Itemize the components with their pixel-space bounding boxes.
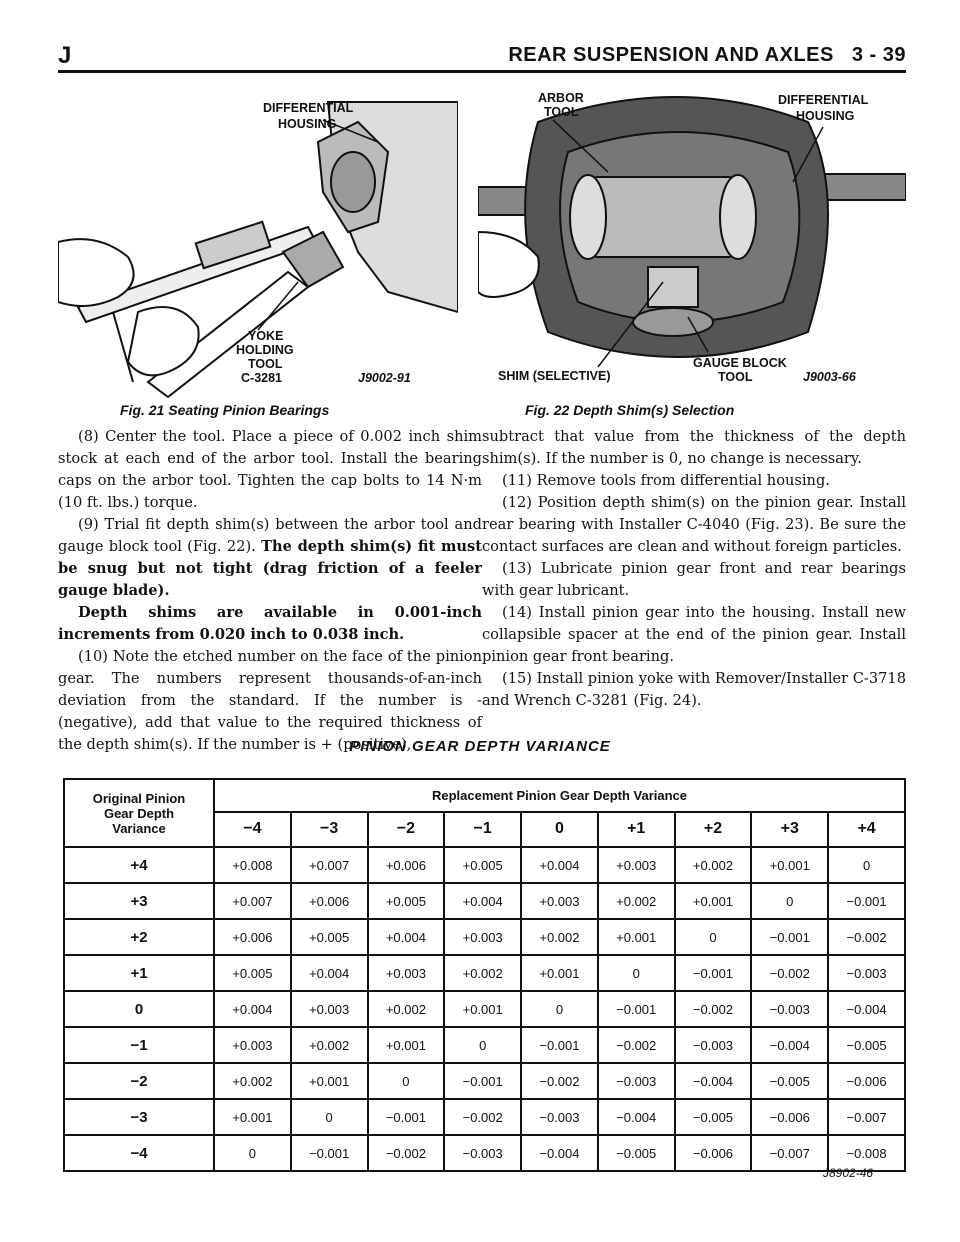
page-number: 3 - 39: [851, 44, 906, 66]
table-cell: 0: [214, 1135, 291, 1171]
row-header: −1: [64, 1027, 214, 1063]
table-cell: 0: [675, 919, 752, 955]
table-row: [64, 919, 905, 955]
label-differential: DIFFERENTIAL: [263, 101, 354, 115]
table-row: [64, 883, 905, 919]
table-cell: −0.005: [598, 1135, 675, 1171]
step-12: (12) Position depth shim(s) on the pinion gear. Install rear bearing with Installer C-4040 (Fig. 23). Be sure the contact surfaces are clean and without foreign particles.: [482, 494, 906, 555]
step-14: (14) Install pinion gear into the housing. Install new collapsible spacer at the end of the pinion gear. Install pinion gear front bearing.: [482, 604, 906, 665]
header-chapter: REAR SUSPENSION AND AXLES: [508, 44, 834, 66]
column-header: +2: [675, 812, 752, 847]
shim-availability-note: [58, 602, 482, 646]
table-cell: +0.008: [214, 847, 291, 883]
label-shim-selective: SHIM (SELECTIVE): [498, 369, 611, 383]
figure-code-2: J9003-66: [803, 370, 856, 384]
corner-line-2: Gear Depth: [103, 805, 175, 821]
table-cell: 0: [828, 847, 905, 883]
figure-code: J9002-91: [358, 371, 411, 385]
table-cell: 0: [751, 883, 828, 919]
left-column: [58, 426, 482, 756]
table-cell: −0.001: [675, 955, 752, 991]
table-body: [64, 779, 905, 1171]
corner-line-1: Original Pinion: [92, 790, 186, 806]
table-row: [64, 1135, 905, 1171]
table-row: [64, 1027, 905, 1063]
column-header: −3: [291, 812, 368, 847]
table-cell: +0.004: [291, 955, 368, 991]
step-13: (13) Lubricate pinion gear front and rear bearings with gear lubricant.: [482, 560, 906, 599]
table-cell: +0.001: [675, 883, 752, 919]
table-cell: +0.006: [214, 919, 291, 955]
table-cell: 0: [368, 1063, 445, 1099]
depth-shim-illustration: [478, 82, 906, 402]
seating-pinion-illustration: [58, 82, 458, 402]
table-cell: +0.001: [214, 1099, 291, 1135]
table-cell: −0.001: [598, 991, 675, 1027]
table-title: PINION GEAR DEPTH VARIANCE: [349, 738, 611, 755]
table-row: [64, 991, 905, 1027]
table-cell: +0.007: [291, 847, 368, 883]
label-c3281: C-3281: [241, 371, 282, 385]
shim-availability-text: Depth shims are available in 0.001-inch increments from 0.020 inch to 0.038 inch.: [58, 604, 482, 643]
table-cell: +0.004: [521, 847, 598, 883]
table-cell: −0.002: [368, 1135, 445, 1171]
column-header: −4: [214, 812, 291, 847]
table-cell: +0.003: [368, 955, 445, 991]
table-cell: +0.007: [214, 883, 291, 919]
label-arbor: ARBOR: [538, 91, 584, 105]
table-cell: −0.004: [675, 1063, 752, 1099]
table-cell: 0: [444, 1027, 521, 1063]
table-cell: −0.002: [521, 1063, 598, 1099]
table-cell: −0.001: [828, 883, 905, 919]
table-cell: +0.003: [214, 1027, 291, 1063]
table-cell: −0.003: [751, 991, 828, 1027]
table-row: [64, 1063, 905, 1099]
row-header: −2: [64, 1063, 214, 1099]
header-title: [490, 44, 906, 67]
table-cell: +0.003: [291, 991, 368, 1027]
table-cell: 0: [521, 991, 598, 1027]
table-cell: −0.006: [675, 1135, 752, 1171]
table-cell: +0.005: [368, 883, 445, 919]
table-row: [64, 955, 905, 991]
table-cell: +0.004: [444, 883, 521, 919]
table-cell: −0.006: [751, 1099, 828, 1135]
table-cell: +0.005: [214, 955, 291, 991]
table-cell: −0.005: [828, 1027, 905, 1063]
step-15: (15) Install pinion yoke with Remover/Installer C-3718 and Wrench C-3281 (Fig. 24).: [482, 670, 906, 709]
label-holding: HOLDING: [236, 343, 294, 357]
table-row: [64, 1099, 905, 1135]
right-column: [482, 426, 906, 712]
row-header: +2: [64, 919, 214, 955]
table-code: J8902-46: [823, 1166, 874, 1180]
row-header: −3: [64, 1099, 214, 1135]
column-header: +3: [751, 812, 828, 847]
table-cell: −0.008: [828, 1135, 905, 1171]
column-header: −1: [444, 812, 521, 847]
table-row: [64, 847, 905, 883]
table-cell: −0.004: [598, 1099, 675, 1135]
table-cell: +0.001: [368, 1027, 445, 1063]
table-cell: −0.001: [368, 1099, 445, 1135]
corner-line-3: Variance: [112, 820, 166, 836]
table-cell: +0.003: [521, 883, 598, 919]
table-cell: +0.002: [444, 955, 521, 991]
table-cell: −0.003: [598, 1063, 675, 1099]
table-cell: −0.003: [828, 955, 905, 991]
table-cell: +0.002: [214, 1063, 291, 1099]
table-cell: +0.003: [444, 919, 521, 955]
replacement-variance-header: Replacement Pinion Gear Depth Variance: [214, 779, 905, 812]
step-8: (8) Center the tool. Place a piece of 0.002 inch shim stock at each end of the arbor tool. Install the bearing caps on the arbor tool. Tighten the cap bolts to 14 N·m (10 ft. lbs.) torque.: [58, 428, 482, 511]
corner-header: [64, 779, 214, 847]
table-cell: +0.002: [675, 847, 752, 883]
table-cell: −0.005: [675, 1099, 752, 1135]
table-cell: +0.002: [598, 883, 675, 919]
label-gauge-block: GAUGE BLOCK: [693, 356, 787, 370]
step-9: [58, 514, 482, 602]
table-cell: +0.004: [368, 919, 445, 955]
label-yoke: YOKE: [248, 329, 284, 343]
figure-seating-pinion-bearings: [58, 82, 458, 402]
column-header: +4: [828, 812, 905, 847]
table-cell: −0.001: [444, 1063, 521, 1099]
table-cell: −0.003: [521, 1099, 598, 1135]
table-cell: −0.004: [828, 991, 905, 1027]
label-tool: TOOL: [248, 357, 283, 371]
header-section-letter: J: [58, 42, 72, 69]
page-header: [58, 40, 906, 73]
row-header: −4: [64, 1135, 214, 1171]
table-cell: −0.002: [444, 1099, 521, 1135]
row-header: 0: [64, 991, 214, 1027]
label-housing: HOUSING: [278, 117, 337, 131]
step-10: (10) Note the etched number on the face of the pinion gear. The numbers represent thousands-of-an-inch deviation from the standard. If the number is - (negative), add that value to the required thickness of the depth shim(s). If the number is + (positive),: [58, 648, 482, 753]
table-cell: +0.002: [368, 991, 445, 1027]
table-cell: −0.004: [521, 1135, 598, 1171]
column-header: +1: [598, 812, 675, 847]
label-gauge-tool: TOOL: [718, 370, 753, 384]
table-cell: −0.005: [751, 1063, 828, 1099]
row-header: +1: [64, 955, 214, 991]
table-cell: +0.001: [444, 991, 521, 1027]
row-header: +4: [64, 847, 214, 883]
table-cell: −0.003: [675, 1027, 752, 1063]
table-cell: −0.006: [828, 1063, 905, 1099]
figure-depth-shim-selection: [478, 82, 906, 402]
step-10-continued: subtract that value from the thickness of the depth shim(s). If the number is 0, no change is necessary.: [482, 428, 906, 467]
figure-22-caption: Fig. 22 Depth Shim(s) Selection: [525, 402, 735, 418]
step-9-warning: The depth shim(s) fit must be snug but not tight (drag friction of a feeler gauge blade).: [58, 538, 482, 599]
column-header: 0: [521, 812, 598, 847]
table-cell: +0.006: [291, 883, 368, 919]
table-cell: +0.003: [598, 847, 675, 883]
label-housing-2: HOUSING: [796, 109, 855, 123]
table-cell: +0.002: [291, 1027, 368, 1063]
row-header: +3: [64, 883, 214, 919]
table-cell: +0.002: [521, 919, 598, 955]
table-cell: +0.001: [751, 847, 828, 883]
table-cell: +0.005: [291, 919, 368, 955]
pinion-depth-variance-table: [63, 778, 906, 1172]
table-cell: +0.001: [521, 955, 598, 991]
table-cell: +0.004: [214, 991, 291, 1027]
step-11: (11) Remove tools from differential housing.: [502, 472, 830, 489]
column-header: −2: [368, 812, 445, 847]
table-cell: −0.004: [751, 1027, 828, 1063]
table-cell: −0.002: [675, 991, 752, 1027]
table-cell: −0.002: [751, 955, 828, 991]
table-cell: 0: [291, 1099, 368, 1135]
table-cell: +0.001: [291, 1063, 368, 1099]
table-cell: +0.006: [368, 847, 445, 883]
table-cell: 0: [598, 955, 675, 991]
table-header-row: [64, 779, 905, 812]
table-cell: +0.005: [444, 847, 521, 883]
figure-21-caption: Fig. 21 Seating Pinion Bearings: [120, 402, 330, 418]
table-cell: −0.003: [444, 1135, 521, 1171]
table-cell: −0.001: [751, 919, 828, 955]
table-cell: +0.001: [598, 919, 675, 955]
table-cell: −0.002: [828, 919, 905, 955]
table-cell: −0.002: [598, 1027, 675, 1063]
step-9-text: (9) Trial fit depth shim(s) between the arbor tool and gauge block tool (Fig. 22).: [58, 516, 482, 555]
label-differential-2: DIFFERENTIAL: [778, 93, 869, 107]
table-cell: −0.007: [828, 1099, 905, 1135]
table-cell: −0.001: [521, 1027, 598, 1063]
table-cell: −0.001: [291, 1135, 368, 1171]
label-arbor-tool: TOOL: [544, 105, 579, 119]
table-cell: −0.007: [751, 1135, 828, 1171]
